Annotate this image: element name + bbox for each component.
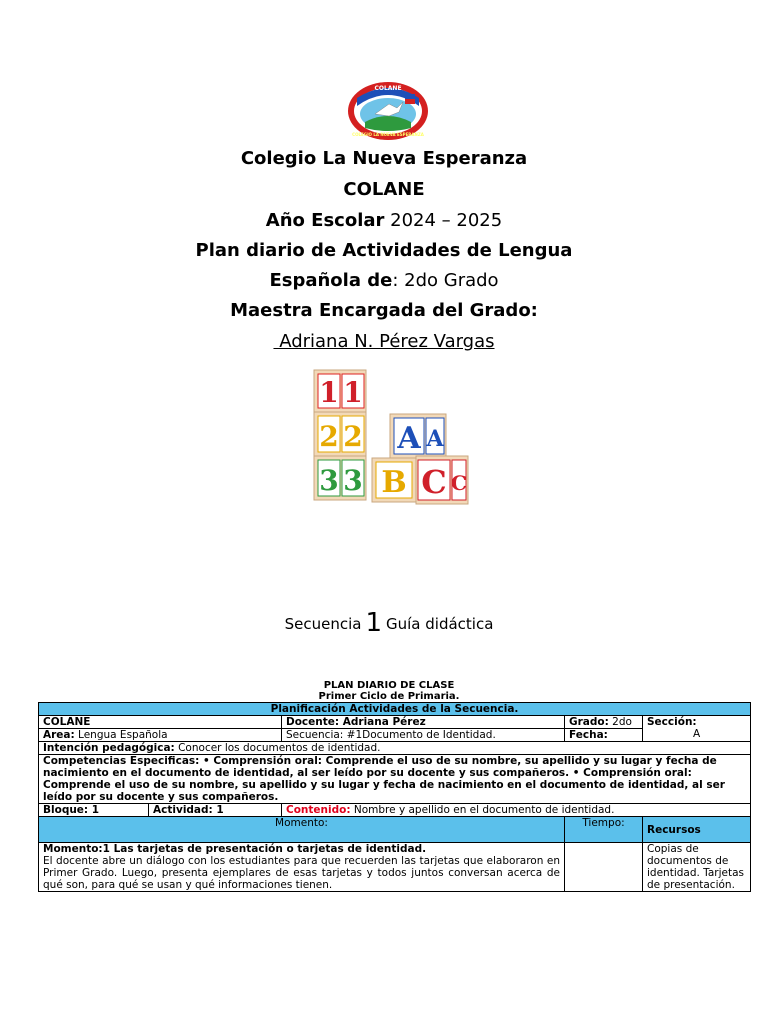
block-3a: 3 — [319, 464, 339, 497]
logo-top-text: COLANE — [374, 85, 402, 92]
block-2a: 2 — [319, 420, 339, 453]
block-2b: 2 — [343, 420, 363, 453]
block-1a: 1 — [319, 376, 339, 409]
momento-content: Momento:1 Las tarjetas de presentación o tarjetas de identidad. El docente abre un diálogo con los estudiantes para que recuerden las tarjetas que elaboraron en Primer Grado. Luego, presenta ejemplares de esas tarjetas y todos juntos conversan acerca de qué son, para qué se usan y qué informaciones tienen. — [39, 843, 565, 892]
block-3b: 3 — [343, 464, 363, 497]
block-1b: 1 — [343, 376, 363, 409]
school-cell: COLANE — [39, 716, 282, 729]
sequence-heading: Secuencia 1 Guía didáctica — [284, 608, 494, 638]
plan-title-line2: Española de: 2do Grado — [269, 270, 499, 291]
bloque-cell: Bloque: 1 — [39, 804, 149, 817]
colane-logo — [345, 78, 431, 142]
block-c-front: C — [421, 463, 447, 501]
grado-cell: Grado: 2do — [565, 716, 643, 729]
alphabet-blocks-image — [308, 366, 473, 511]
contenido-cell: Contenido: Nombre y apellido en el documento de identidad. — [282, 804, 751, 817]
tiempo-header: Tiempo: — [565, 817, 643, 843]
block-c-side: C — [451, 471, 467, 495]
logo-ring-text: COLEGIO LA NUEVA ESPERANZA — [352, 132, 424, 137]
competencias-cell: Competencias Especificas: • Comprensión oral: Comprende el uso de su nombre, su apellido y su lugar y fecha de nacimiento en el documento de identidad, al ser leído por su docente y sus compañeros. • Comprensión oral: Comprende el uso de su nombre, su apellido y su lugar y fecha de nacimiento en el documento de identidad, al ser leído por su docente y sus compañeros. — [39, 755, 751, 804]
momento-header: Momento: — [39, 817, 565, 843]
secuencia-cell: Secuencia: #1Documento de Identidad. — [282, 729, 565, 742]
plan-cycle-title: Primer Ciclo de Primaria. — [318, 691, 460, 702]
plan-table-header: Planificación Actividades de la Secuencia. — [39, 703, 751, 716]
plan-daily-title: PLAN DIARIO DE CLASE — [323, 680, 455, 691]
school-name: Colegio La Nueva Esperanza — [240, 148, 528, 169]
docente-cell: Docente: Adriana Pérez — [282, 716, 565, 729]
school-year: Año Escolar 2024 – 2025 — [265, 210, 503, 231]
block-b: B — [381, 465, 407, 500]
block-a-side: A — [426, 426, 444, 452]
plan-title-line1: Plan diario de Actividades de Lengua — [195, 240, 573, 261]
intencion-cell: Intención pedagógica: Conocer los documentos de identidad. — [39, 742, 751, 755]
school-short-name: COLANE — [343, 179, 425, 200]
teacher-name: Adriana N. Pérez Vargas — [273, 331, 495, 352]
block-a-front: A — [397, 421, 421, 456]
recursos-content: Copias de documentos de identidad. Tarjetas de presentación. — [643, 843, 751, 892]
plan-table — [38, 702, 751, 892]
seccion-cell: Sección: A — [643, 716, 751, 742]
tiempo-content — [565, 843, 643, 892]
fecha-cell: Fecha: — [565, 729, 643, 742]
teacher-label: Maestra Encargada del Grado: — [230, 300, 538, 321]
recursos-header: Recursos — [643, 817, 751, 843]
area-cell: Area: Lengua Española — [39, 729, 282, 742]
actividad-cell: Actividad: 1 — [149, 804, 282, 817]
